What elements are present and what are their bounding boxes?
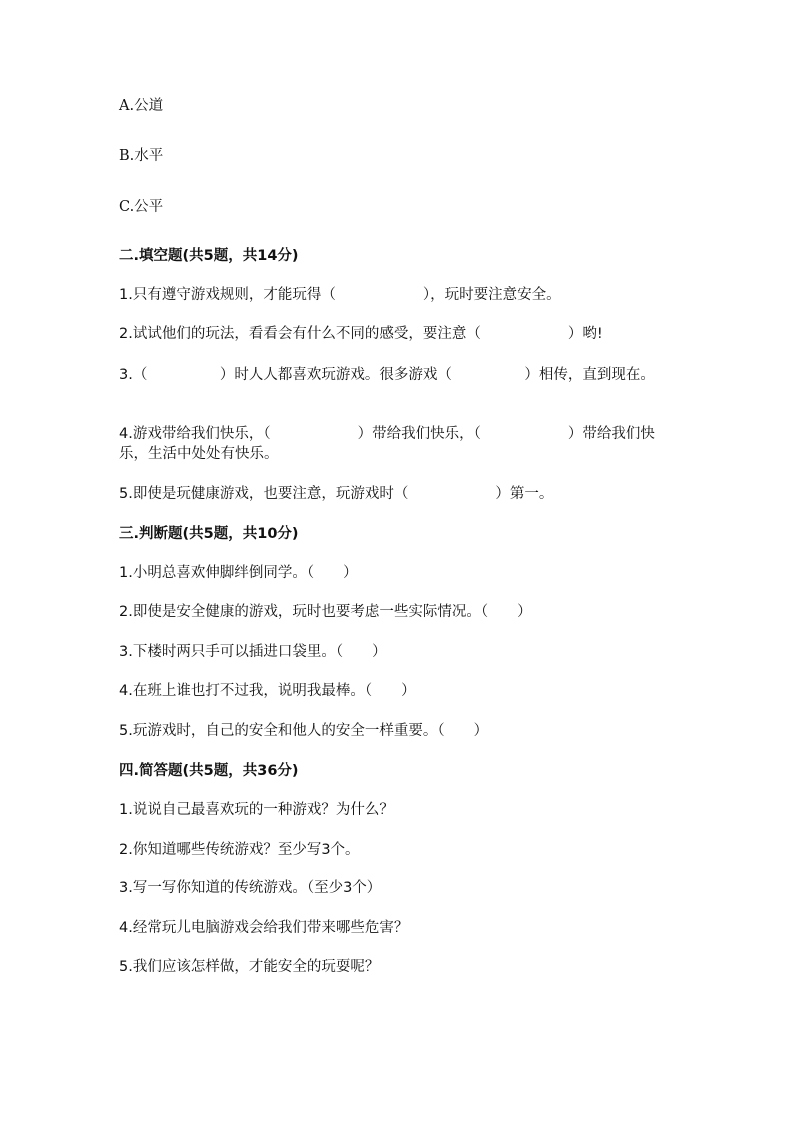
fill-blank-question-2: 2.试试他们的玩法，看看会有什么不同的感受，要注意（ ）哟! [119,326,603,342]
true-false-question-4: 4.在班上谁也打不过我，说明我最棒。（ ） [119,683,416,699]
short-answer-question-3: 3.写一写你知道的传统游戏。（至少3个） [119,880,382,896]
short-answer-question-2: 2.你知道哪些传统游戏？至少写3个。 [119,842,360,858]
true-false-question-2: 2.即使是安全健康的游戏，玩时也要考虑一些实际情况。（ ） [119,604,532,620]
fill-blank-question-1: 1.只有遵守游戏规则，才能玩得（ ），玩时要注意安全。 [119,287,561,303]
option-b: B.水平 [119,148,164,164]
fill-blank-question-4: 4.游戏带给我们快乐，（ ）带给我们快乐，（ ）带给我们快乐，生活中处处有快乐。 [119,426,655,462]
fill-blank-question-5: 5.即使是玩健康游戏，也要注意，玩游戏时（ ）第一。 [119,486,554,502]
section-heading-fill-blank: 二.填空题(共5题，共14分) [119,248,299,264]
fill-blank-question-3: 3.（ ）时人人都喜欢玩游戏。很多游戏（ ）相传，直到现在。 [119,367,655,383]
short-answer-question-5: 5.我们应该怎样做，才能安全的玩耍呢？ [119,959,380,975]
short-answer-question-4: 4.经常玩儿电脑游戏会给我们带来哪些危害？ [119,920,409,936]
option-a: A.公道 [119,98,164,114]
true-false-question-5: 5.玩游戏时，自己的安全和他人的安全一样重要。（ ） [119,723,489,739]
section-heading-short-answer: 四.简答题(共5题，共36分) [119,763,299,779]
true-false-question-3: 3.下楼时两只手可以插进口袋里。（ ） [119,644,387,660]
short-answer-question-1: 1.说说自己最喜欢玩的一种游戏？为什么？ [119,802,394,818]
option-c: C.公平 [119,199,164,215]
true-false-question-1: 1.小明总喜欢伸脚绊倒同学。（ ） [119,565,358,581]
section-heading-true-false: 三.判断题(共5题，共10分) [119,526,299,542]
